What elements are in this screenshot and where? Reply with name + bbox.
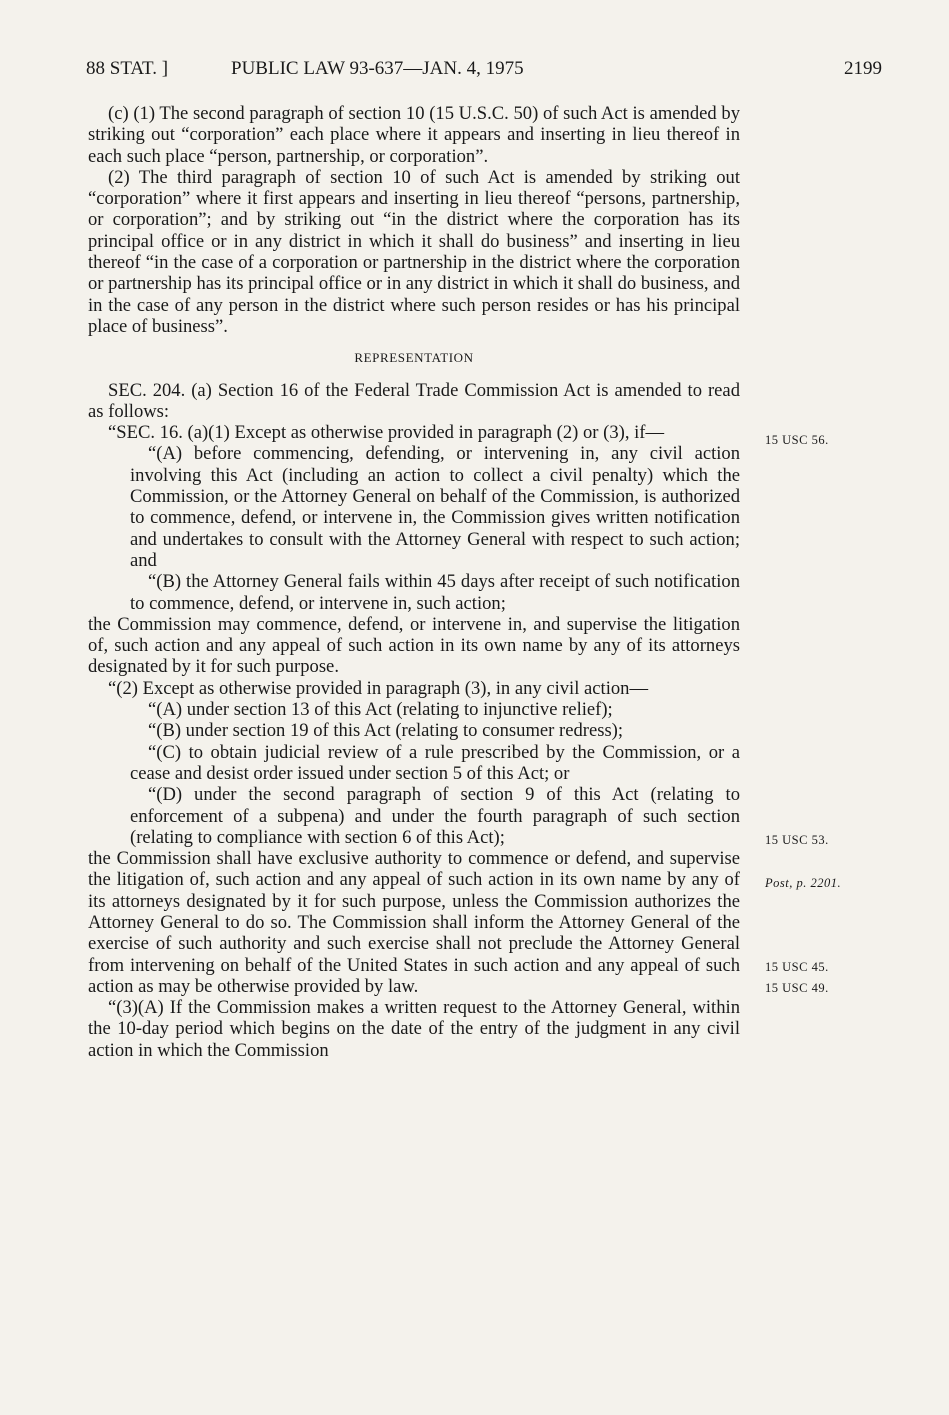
margin-note-15usc49: 15 USC 49. <box>765 981 829 995</box>
paragraph-a2-D: “(D) under the second paragraph of section 9 of this Act (relating to enforcement of a subpena) and under the fourth paragraph of such section (relating to compliance with section 6 of this Act); <box>130 784 740 848</box>
paragraph-a1-B: “(B) the Attorney General fails within 45 days after receipt of such notification to commence, defend, or intervene in, such action; <box>130 571 740 614</box>
paragraph-sec204: SEC. 204. (a) Section 16 of the Federal Trade Commission Act is amended to read as follows: <box>88 379 740 422</box>
paragraph-a2-C: “(C) to obtain judicial review of a rule prescribed by the Commission, or a cease and desist order issued under section 5 of this Act; or <box>130 741 740 784</box>
paragraph-a3: “(3)(A) If the Commission makes a written request to the Attorney General, within the 10-day period which begins on the date of the entry of the judgment in any civil action in which the Commission <box>88 997 740 1061</box>
section-heading: REPRESENTATION <box>354 350 474 366</box>
paragraph-a2-B: “(B) under section 19 of this Act (relating to consumer redress); <box>148 720 624 742</box>
statute-reference: 88 STAT. ] <box>86 58 169 79</box>
paragraph-c1: (c) (1) The second paragraph of section 10 (15 U.S.C. 50) of such Act is amended by striking out “corporation” each place where it appears and inserting in lieu thereof in each such place “person, partnership, or corporation”. <box>88 103 740 167</box>
paragraph-a2-A: “(A) under section 13 of this Act (relating to injunctive relief); <box>148 699 613 721</box>
page-header <box>86 58 886 82</box>
paragraph-sec16-a1: “SEC. 16. (a)(1) Except as otherwise provided in paragraph (2) or (3), if— <box>108 422 665 444</box>
paragraph-a2: “(2) Except as otherwise provided in paragraph (3), in any civil action— <box>108 677 649 699</box>
paragraph-a1-conclusion: the Commission may commence, defend, or intervene in, and supervise the litigation of, such action and any appeal of such action in its own name by any of its attorneys designated by it for such purpose. <box>88 613 740 678</box>
law-title: PUBLIC LAW 93-637—JAN. 4, 1975 <box>231 58 524 79</box>
body-text <box>88 103 740 1061</box>
page-number: 2199 <box>844 58 882 79</box>
margin-note-15usc56: 15 USC 56. <box>765 433 829 447</box>
paragraph-a2-conclusion: the Commission shall have exclusive authority to commence or defend, and supervise the litigation of, such action and any appeal of such action in its own name by any of its attorneys designated by it for such purpose, unless the Commission authorizes the Attorney General to do so. The Commission shall inform the Attorney General of the exercise of such authority and such exercise shall not preclude the Attorney General from intervening on behalf of the United States in such action and any appeal of such action as may be otherwise provided by law. <box>88 848 740 997</box>
paragraph-c2: (2) The third paragraph of section 10 of such Act is amended by striking out “corporation” where it first appears and inserting in lieu thereof “persons, partnership, or corporation”; and by striking out “in the district where the corporation has its principal office or in any district in which it shall do business” and inserting in lieu thereof “in the case of a corporation or partnership in the district where the corporation or partnership has its principal office or in any district in which it shall do business, and in the case of any person in the district where such person resides or has his principal place of business”. <box>88 166 740 337</box>
margin-note-15usc45: 15 USC 45. <box>765 960 829 974</box>
paragraph-a1-A: “(A) before commencing, defending, or intervening in, any civil action involving this Act (including an action to collect a civil penalty) which the Commission, or the Attorney General on behalf of the Commission, is authorized to commence, defend, or intervene in, the Commission gives written notification and undertakes to consult with the Attorney General with respect to such action; and <box>130 443 740 571</box>
margin-note-post-2201: Post, p. 2201. <box>765 876 842 890</box>
margin-note-15usc53: 15 USC 53. <box>765 833 829 847</box>
